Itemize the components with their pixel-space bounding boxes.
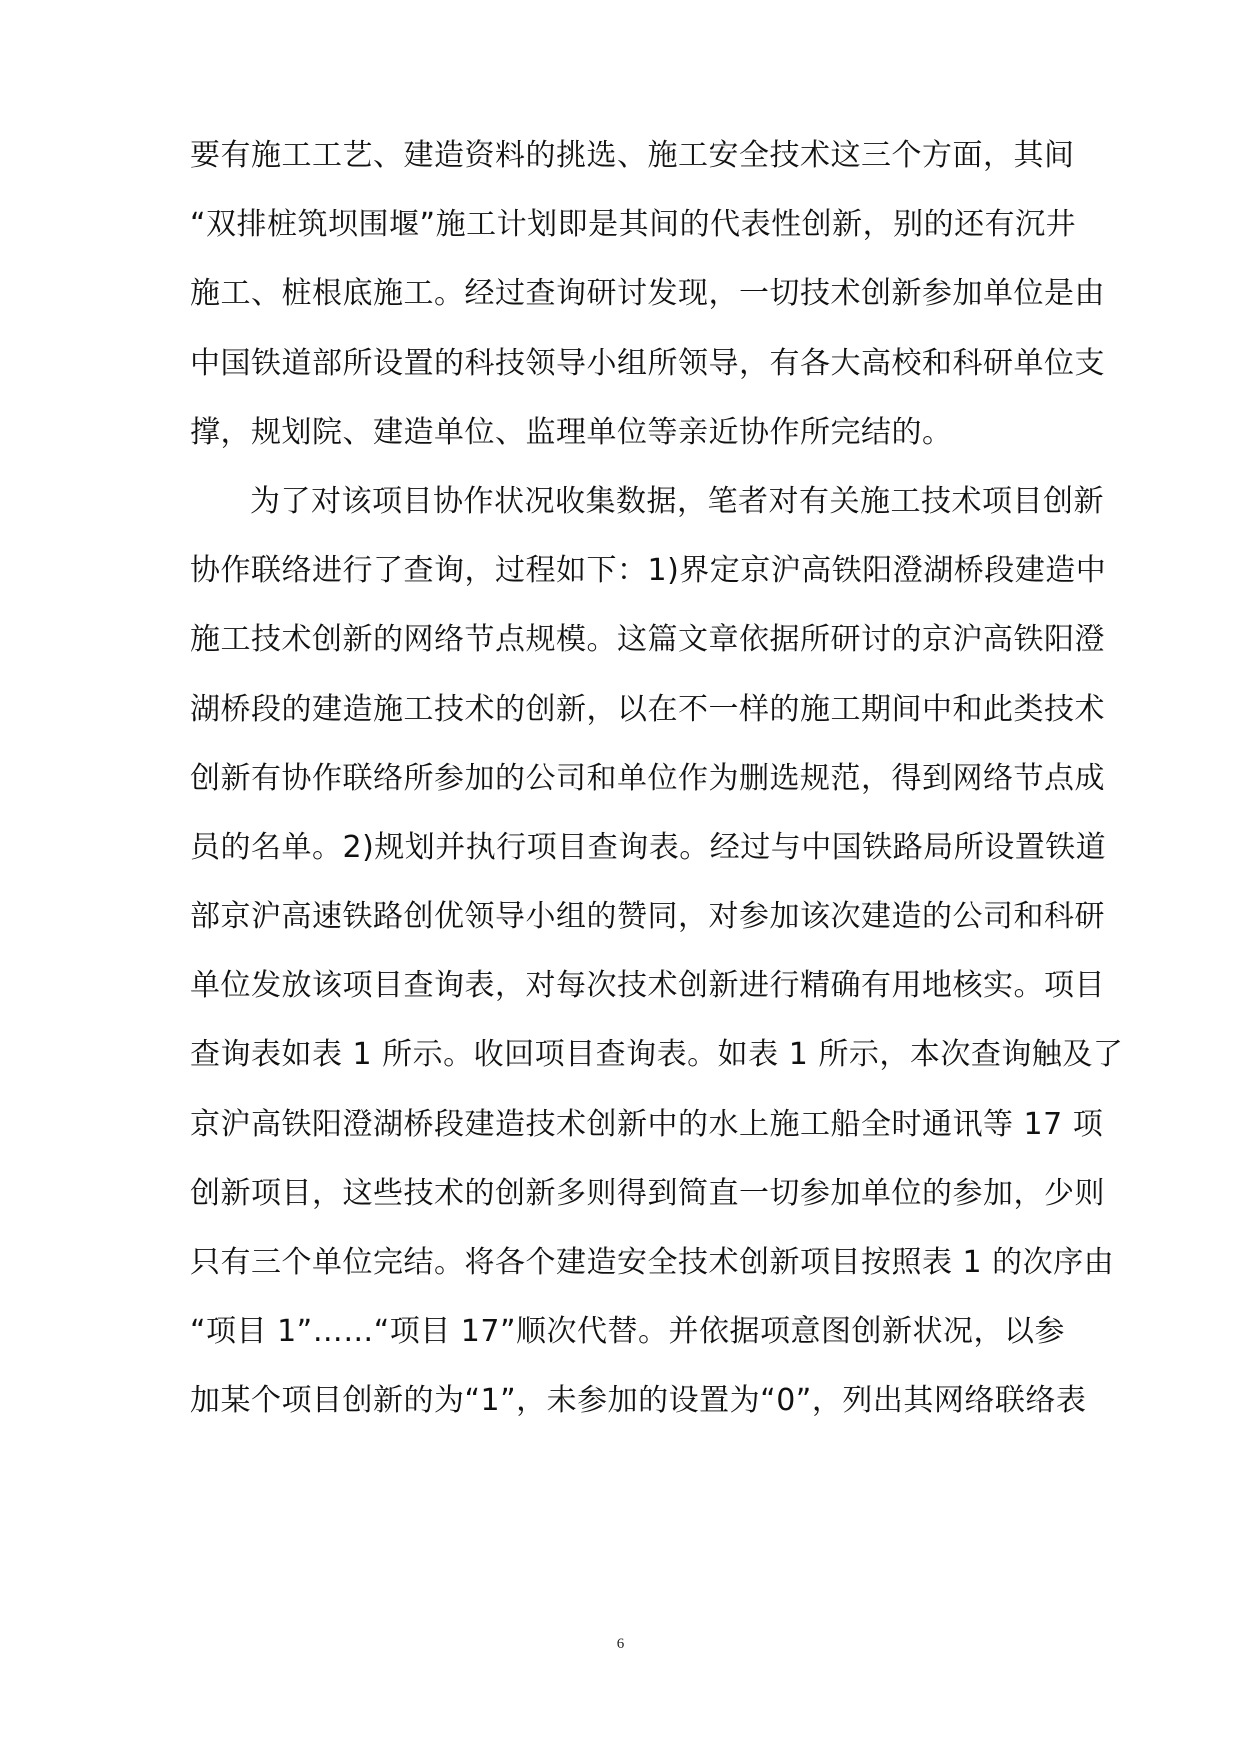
text-line: 创新有协作联络所参加的公司和单位作为删选规范，得到网络节点成: [190, 760, 1105, 796]
text-line: 湖桥段的建造施工技术的创新，以在不一样的施工期间中和此类技术: [190, 691, 1105, 727]
text-line: 施工、桩根底施工。经过查询研讨发现，一切技术创新参加单位是由: [190, 276, 1105, 312]
body-text: [190, 136, 1124, 1451]
paragraph-2: [190, 482, 1124, 1451]
text-line: 员的名单。2)规划并执行项目查询表。经过与中国铁路局所设置铁道: [190, 829, 1107, 865]
text-line: 施工技术创新的网络节点规模。这篇文章依据所研讨的京沪高铁阳澄: [190, 622, 1105, 658]
text-line: 中国铁道部所设置的科技领导小组所领导，有各大高校和科研单位支: [190, 345, 1105, 381]
text-line: “项目 1”……“项目 17”顺次代替。并依据项意图创新状况，以参: [190, 1314, 1066, 1350]
text-line: 部京沪高速铁路创优领导小组的赞同，对参加该次建造的公司和科研: [190, 899, 1105, 935]
paragraph-1: [190, 136, 1105, 482]
text-line: 撑，规划院、建造单位、监理单位等亲近协作所完结的。: [190, 414, 953, 450]
text-line: 加某个项目创新的为“1”，未参加的设置为“0”，列出其网络联络表: [190, 1383, 1087, 1419]
text-line: 要有施工工艺、建造资料的挑选、施工安全技术这三个方面，其间: [190, 138, 1075, 173]
text-line: 创新项目，这些技术的创新多则得到简直一切参加单位的参加，少则: [190, 1175, 1105, 1211]
text-line: 只有三个单位完结。将各个建造安全技术创新项目按照表 1 的次序由: [190, 1245, 1115, 1280]
page-number: 6: [616, 1636, 625, 1652]
text-line: 京沪高铁阳澄湖桥段建造技术创新中的水上施工船全时通讯等 17 项: [190, 1106, 1104, 1142]
text-line: “双排桩筑坝围堰”施工计划即是其间的代表性创新，别的还有沉井: [190, 207, 1077, 243]
text-line-indented: 为了对该项目协作状况收集数据，笔者对有关施工技术项目创新: [250, 483, 1104, 519]
text-line: 查询表如表 1 所示。收回项目查询表。如表 1 所示，本次查询触及了: [190, 1037, 1124, 1073]
text-line: 协作联络进行了查询，过程如下：1)界定京沪高铁阳澄湖桥段建造中: [190, 553, 1107, 589]
text-line: 单位发放该项目查询表，对每次技术创新进行精确有用地核实。项目: [190, 968, 1105, 1004]
